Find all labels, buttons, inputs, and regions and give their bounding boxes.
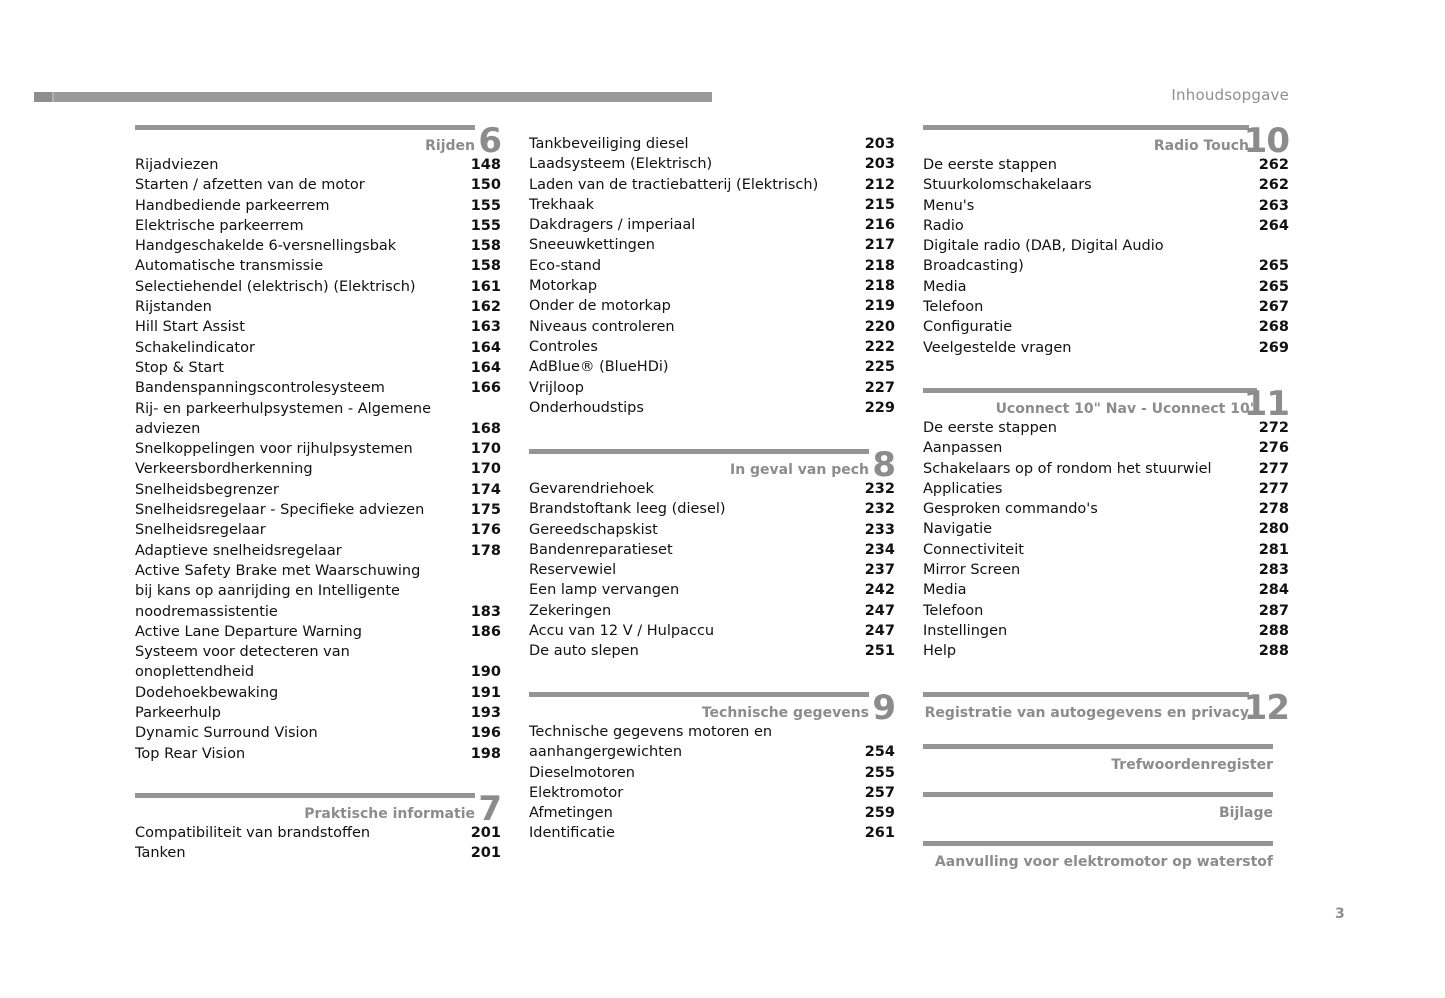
entry-page-number: 262: [1258, 177, 1289, 194]
section-header: [923, 688, 1289, 728]
toc-entry[interactable]: [923, 175, 1289, 195]
toc-entry[interactable]: [529, 398, 895, 418]
section-header: [923, 841, 1273, 871]
page-number: 3: [1335, 906, 1345, 922]
entry-list: [529, 722, 895, 844]
entry-page-number: 155: [470, 217, 501, 234]
toc-entry[interactable]: [529, 134, 895, 154]
entry-page-number: 237: [864, 562, 895, 579]
entry-page-number: 280: [1258, 521, 1289, 538]
toc-entry[interactable]: [923, 338, 1289, 358]
entry-page-number: 155: [470, 197, 501, 214]
section-rule: [529, 449, 869, 454]
entry-page-number: 234: [864, 541, 895, 558]
entry-title: Configuratie: [923, 319, 1013, 336]
toc-entry[interactable]: [923, 499, 1289, 519]
entry-title: Trekhaak: [529, 196, 595, 213]
entry-page-number: 284: [1258, 582, 1289, 599]
entry-title: Vrijloop: [529, 379, 584, 396]
toc-entry[interactable]: [529, 256, 895, 276]
toc-entry[interactable]: [135, 843, 501, 863]
section-rule: [923, 744, 1273, 749]
entry-page-number: 259: [864, 805, 895, 822]
toc-entry[interactable]: [923, 540, 1289, 560]
entry-page-number: 251: [864, 643, 895, 660]
entry-page-number: 288: [1258, 622, 1289, 639]
entry-page-number: 257: [864, 784, 895, 801]
entry-page-number: 193: [470, 705, 501, 722]
section-title: Bijlage: [1218, 805, 1273, 821]
entry-title: Snelheidsregelaar - Specifieke adviezen: [135, 502, 425, 519]
section-number: 9: [872, 688, 895, 728]
entry-page-number: 201: [470, 825, 501, 841]
entry-page-number: 265: [1258, 278, 1289, 295]
entry-title: Snelheidsbegrenzer: [135, 481, 279, 498]
entry-page-number: 233: [864, 521, 895, 538]
toc-appendix-hydrogen[interactable]: [923, 841, 1273, 871]
entry-page-number: 162: [470, 299, 501, 316]
toc-entry[interactable]: [135, 297, 501, 317]
entry-title: AdBlue® (BlueHDi): [529, 359, 669, 376]
entry-title: Systeem voor detecteren van onoplettendheid: [135, 644, 350, 681]
entry-page-number: 164: [470, 339, 501, 356]
toc-entry[interactable]: [529, 540, 895, 560]
toc-entry[interactable]: [135, 317, 501, 337]
entry-title: Controles: [529, 338, 598, 355]
toc-appendix-bijlage[interactable]: [923, 792, 1273, 822]
entry-title: Afmetingen: [529, 805, 613, 822]
entry-page-number: 175: [470, 502, 501, 519]
entry-title: Identificatie: [529, 825, 615, 842]
section-rule: [529, 692, 869, 697]
section-header: [923, 121, 1289, 161]
entry-page-number: 198: [470, 745, 501, 762]
toc-entry[interactable]: [529, 520, 895, 540]
toc-entry[interactable]: [923, 196, 1289, 216]
toc-entry[interactable]: [135, 561, 501, 622]
toc-entry[interactable]: [529, 783, 895, 803]
entry-page-number: 163: [470, 319, 501, 336]
section-title: In geval van pech: [729, 462, 869, 478]
entry-page-number: 276: [1258, 440, 1289, 457]
section-number: 7: [478, 789, 501, 829]
entry-title: Verkeersbordherkenning: [135, 461, 313, 478]
toc-section-9: [529, 688, 895, 844]
entry-title: Tankbeveiliging diesel: [529, 136, 689, 152]
toc-entry[interactable]: [923, 621, 1289, 641]
section-number: 10: [1243, 121, 1289, 161]
entry-title: Dynamic Surround Vision: [135, 725, 318, 742]
toc-entry[interactable]: [135, 703, 501, 723]
entry-title: Gesproken commando's: [923, 501, 1098, 518]
entry-title: Top Rear Vision: [135, 745, 246, 762]
entry-title: Sneeuwkettingen: [529, 237, 655, 254]
entry-page-number: 278: [1258, 501, 1289, 518]
toc-entry[interactable]: [529, 823, 895, 843]
entry-title: Compatibiliteit van brandstoffen: [135, 825, 371, 841]
toc-section-6: [135, 121, 501, 764]
entry-title: Stuurkolomschakelaars: [923, 177, 1092, 194]
toc-entry[interactable]: [923, 317, 1289, 337]
entry-page-number: 265: [1258, 258, 1289, 275]
entry-page-number: 269: [1258, 339, 1289, 356]
entry-title: Hill Start Assist: [135, 319, 245, 336]
toc-section-10: [923, 121, 1289, 358]
section-header: [135, 789, 501, 829]
entry-page-number: 158: [470, 258, 501, 275]
entry-page-number: 281: [1258, 541, 1289, 558]
section-rule: [135, 793, 475, 798]
toc-entry[interactable]: [529, 601, 895, 621]
entry-page-number: 277: [1258, 460, 1289, 477]
entry-title: Menu's: [923, 197, 975, 214]
toc-entry[interactable]: [529, 641, 895, 661]
toc-entry[interactable]: [529, 357, 895, 377]
entry-title: Rij- en parkeerhulpsystemen - Algemene adviezen: [135, 400, 431, 437]
entry-title: Adaptieve snelheidsregelaar: [135, 542, 342, 559]
entry-title: Accu van 12 V / Hulpaccu: [529, 623, 715, 640]
entry-title: Zekeringen: [529, 602, 612, 619]
entry-list: [529, 134, 895, 418]
section-rule: [923, 125, 1249, 130]
toc-entry[interactable]: [529, 296, 895, 316]
entry-page-number: 216: [864, 217, 895, 234]
toc-entry[interactable]: [923, 236, 1289, 277]
entry-title: Help: [923, 643, 957, 660]
entry-page-number: 287: [1258, 602, 1289, 619]
entry-page-number: 176: [470, 522, 501, 539]
entry-title: Telefoon: [923, 602, 984, 619]
section-number: 8: [872, 445, 895, 485]
entry-title: Snelkoppelingen voor rijhulpsystemen: [135, 441, 413, 458]
entry-title: Telefoon: [923, 299, 984, 316]
toc-entry[interactable]: [529, 479, 895, 499]
entry-title: Gereedschapskist: [529, 521, 658, 538]
toc-entry[interactable]: [529, 195, 895, 215]
toc-entry[interactable]: [923, 297, 1289, 317]
entry-page-number: 267: [1258, 299, 1289, 316]
entry-title: Automatische transmissie: [135, 258, 324, 275]
toc-entry[interactable]: [529, 499, 895, 519]
toc-entry[interactable]: [135, 216, 501, 236]
header-rule: [34, 92, 712, 102]
entry-title: Laden van de tractiebatterij (Elektrisch): [529, 176, 819, 193]
entry-title: Active Safety Brake met Waarschuwing bij kans op aanrijding en Intelligente noodremassistentie: [135, 562, 421, 620]
toc-entry[interactable]: [135, 622, 501, 642]
section-header: [135, 121, 501, 161]
entry-title: Snelheidsregelaar: [135, 522, 266, 539]
page-title: Inhoudsopgave: [1171, 86, 1289, 104]
toc-entry[interactable]: [923, 459, 1289, 479]
entry-title: Onderhoudstips: [529, 399, 644, 416]
toc-entry[interactable]: [135, 723, 501, 743]
toc-entry[interactable]: [135, 399, 501, 440]
entry-list: [529, 479, 895, 662]
toc-entry[interactable]: [923, 418, 1289, 438]
toc-entry[interactable]: [135, 277, 501, 297]
entry-title: Motorkap: [529, 278, 598, 295]
toc-entry[interactable]: [923, 438, 1289, 458]
toc-entry[interactable]: [135, 520, 501, 540]
entry-page-number: 186: [470, 623, 501, 640]
section-header: [923, 792, 1273, 822]
section-header: [529, 445, 895, 485]
entry-page-number: 191: [470, 684, 501, 701]
entry-title: Onder de motorkap: [529, 298, 671, 315]
entry-page-number: 283: [1258, 562, 1289, 579]
section-title: Technische gegevens: [701, 705, 869, 721]
entry-title: Radio: [923, 217, 964, 234]
section-title: Trefwoordenregister: [1111, 757, 1273, 773]
toc-entry[interactable]: [529, 154, 895, 174]
entry-page-number: 232: [864, 501, 895, 518]
toc-entry[interactable]: [135, 683, 501, 703]
toc-entry[interactable]: [135, 823, 501, 843]
section-header: [923, 384, 1289, 424]
toc-entry[interactable]: [923, 277, 1289, 297]
toc-entry[interactable]: [529, 337, 895, 357]
entry-title: Bandenspanningscontrolesysteem: [135, 380, 385, 397]
section-number: 12: [1243, 688, 1289, 728]
entry-page-number: 158: [470, 238, 501, 255]
entry-page-number: 219: [864, 298, 895, 315]
section-title: Praktische informatie: [304, 806, 475, 822]
entry-page-number: 261: [864, 825, 895, 842]
entry-page-number: 288: [1258, 643, 1289, 660]
entry-page-number: 178: [470, 542, 501, 559]
toc-entry[interactable]: [135, 338, 501, 358]
section-rule: [135, 125, 475, 130]
entry-page-number: 229: [864, 399, 895, 416]
entry-page-number: 272: [1258, 420, 1289, 436]
toc-entry[interactable]: [135, 155, 501, 175]
entry-page-number: 166: [470, 380, 501, 397]
entry-page-number: 247: [864, 602, 895, 619]
entry-list: [135, 155, 501, 764]
entry-page-number: 174: [470, 481, 501, 498]
section-title: Rijden: [425, 138, 475, 154]
toc-entry[interactable]: [135, 744, 501, 764]
toc-section-7-continued: [529, 134, 895, 418]
entry-title: Dieselmotoren: [529, 764, 635, 781]
toc-entry[interactable]: [529, 378, 895, 398]
toc-entry[interactable]: [529, 215, 895, 235]
section-number: 6: [478, 121, 501, 161]
toc-section-11: [923, 384, 1289, 662]
entry-title: Handbediende parkeerrem: [135, 197, 330, 214]
entry-list: [923, 418, 1289, 662]
entry-page-number: 215: [864, 196, 895, 213]
entry-title: Gevarendriehoek: [529, 481, 654, 497]
toc-entry[interactable]: [923, 580, 1289, 600]
entry-page-number: 268: [1258, 319, 1289, 336]
entry-page-number: 150: [470, 177, 501, 194]
entry-title: Handgeschakelde 6-versnellingsbak: [135, 238, 397, 255]
toc-entry[interactable]: [529, 175, 895, 195]
entry-title: Navigatie: [923, 521, 993, 538]
section-title: Radio Touch: [1153, 138, 1249, 154]
entry-title: Elektrische parkeerrem: [135, 217, 304, 234]
entry-page-number: 264: [1258, 217, 1289, 234]
entry-page-number: 183: [470, 603, 501, 620]
entry-title: De eerste stappen: [923, 420, 1057, 436]
toc-section-12: [923, 688, 1289, 728]
toc-entry[interactable]: [135, 378, 501, 398]
entry-title: Bandenreparatieset: [529, 541, 673, 558]
entry-title: Niveaus controleren: [529, 318, 675, 335]
toc-entry[interactable]: [135, 642, 501, 683]
section-title: Uconnect 10" Nav - Uconnect 10": [995, 401, 1257, 417]
section-number: 11: [1243, 384, 1289, 424]
toc-entry[interactable]: [135, 480, 501, 500]
entry-title: Instellingen: [923, 622, 1008, 639]
entry-title: Tanken: [135, 845, 186, 862]
entry-title: Aanpassen: [923, 440, 1003, 457]
entry-title: De eerste stappen: [923, 157, 1057, 173]
header-rule-segment: [34, 92, 54, 102]
toc-entry[interactable]: [529, 235, 895, 255]
entry-title: De auto slepen: [529, 643, 639, 660]
entry-title: Parkeerhulp: [135, 705, 221, 722]
entry-page-number: 148: [470, 157, 501, 173]
toc-entry[interactable]: [529, 317, 895, 337]
entry-page-number: 254: [864, 744, 895, 761]
entry-page-number: 170: [470, 461, 501, 478]
entry-page-number: 168: [470, 420, 501, 437]
entry-page-number: 203: [864, 156, 895, 173]
entry-title: Selectiehendel (elektrisch) (Elektrisch): [135, 278, 416, 295]
entry-title: Rijstanden: [135, 299, 212, 316]
toc-entry[interactable]: [529, 621, 895, 641]
entry-title: Media: [923, 278, 967, 295]
entry-page-number: 262: [1258, 157, 1289, 173]
toc-section-8: [529, 445, 895, 662]
section-title: Registratie van autogegevens en privacy: [924, 705, 1249, 721]
entry-title: Dodehoekbewaking: [135, 684, 279, 701]
entry-title: Schakelaars op of rondom het stuurwiel: [923, 460, 1212, 477]
section-title: Aanvulling voor elektromotor op waterstof: [934, 854, 1273, 870]
toc-entry[interactable]: [529, 803, 895, 823]
entry-page-number: 227: [864, 379, 895, 396]
entry-page-number: 232: [864, 481, 895, 497]
entry-title: Een lamp vervangen: [529, 582, 680, 599]
toc-entry[interactable]: [923, 641, 1289, 661]
entry-page-number: 220: [864, 318, 895, 335]
entry-page-number: 218: [864, 278, 895, 295]
toc-entry[interactable]: [923, 155, 1289, 175]
entry-title: Technische gegevens motoren en aanhangergewichten: [529, 724, 773, 761]
entry-title: Connectiviteit: [923, 541, 1024, 558]
toc-entry[interactable]: [135, 459, 501, 479]
toc-entry[interactable]: [135, 541, 501, 561]
entry-page-number: 218: [864, 257, 895, 274]
entry-title: Schakelindicator: [135, 339, 255, 356]
toc-entry[interactable]: [923, 601, 1289, 621]
entry-title: Media: [923, 582, 967, 599]
toc-entry[interactable]: [135, 358, 501, 378]
toc-entry[interactable]: [135, 439, 501, 459]
entry-page-number: 196: [470, 725, 501, 742]
entry-page-number: 203: [864, 136, 895, 152]
entry-title: Applicaties: [923, 480, 1003, 497]
toc-section-7: [135, 789, 501, 864]
toc-entry[interactable]: [135, 236, 501, 256]
entry-page-number: 242: [864, 582, 895, 599]
toc-entry[interactable]: [529, 580, 895, 600]
entry-title: Active Lane Departure Warning: [135, 623, 362, 640]
entry-title: Eco-stand: [529, 257, 602, 274]
toc-entry[interactable]: [529, 276, 895, 296]
entry-page-number: 277: [1258, 480, 1289, 497]
entry-title: Dakdragers / imperiaal: [529, 217, 696, 234]
toc-entry[interactable]: [135, 196, 501, 216]
entry-list: [923, 155, 1289, 358]
section-rule: [923, 692, 1249, 697]
entry-title: Rijadviezen: [135, 157, 219, 173]
section-rule: [923, 792, 1273, 797]
entry-page-number: 263: [1258, 197, 1289, 214]
entry-page-number: 247: [864, 623, 895, 640]
entry-title: Reservewiel: [529, 562, 617, 579]
section-rule: [923, 841, 1273, 846]
toc-entry[interactable]: [923, 479, 1289, 499]
entry-title: Digitale radio (DAB, Digital Audio Broadcasting): [923, 238, 1164, 275]
entry-page-number: 217: [864, 237, 895, 254]
entry-page-number: 170: [470, 441, 501, 458]
entry-title: Elektromotor: [529, 784, 624, 801]
toc-entry[interactable]: [529, 722, 895, 763]
section-header: [529, 688, 895, 728]
entry-page-number: 201: [470, 845, 501, 862]
entry-title: Mirror Screen: [923, 562, 1021, 579]
section-rule: [923, 388, 1257, 393]
toc-entry[interactable]: [135, 500, 501, 520]
entry-title: Veelgestelde vragen: [923, 339, 1072, 356]
entry-page-number: 222: [864, 338, 895, 355]
toc-entry[interactable]: [923, 560, 1289, 580]
entry-title: Laadsysteem (Elektrisch): [529, 156, 713, 173]
toc-entry[interactable]: [923, 519, 1289, 539]
entry-list: [135, 823, 501, 864]
section-header: [923, 744, 1273, 774]
entry-title: Stop & Start: [135, 359, 224, 376]
entry-page-number: 161: [470, 278, 501, 295]
entry-page-number: 225: [864, 359, 895, 376]
toc-entry[interactable]: [135, 175, 501, 195]
toc-entry[interactable]: [529, 763, 895, 783]
entry-page-number: 164: [470, 359, 501, 376]
toc-entry[interactable]: [923, 216, 1289, 236]
toc-appendix-index[interactable]: [923, 744, 1273, 774]
toc-entry[interactable]: [529, 560, 895, 580]
entry-page-number: 255: [864, 764, 895, 781]
toc-entry[interactable]: [135, 256, 501, 276]
entry-title: Brandstoftank leeg (diesel): [529, 501, 726, 518]
entry-title: Starten / afzetten van de motor: [135, 177, 365, 194]
entry-page-number: 190: [470, 664, 501, 681]
entry-page-number: 212: [864, 176, 895, 193]
